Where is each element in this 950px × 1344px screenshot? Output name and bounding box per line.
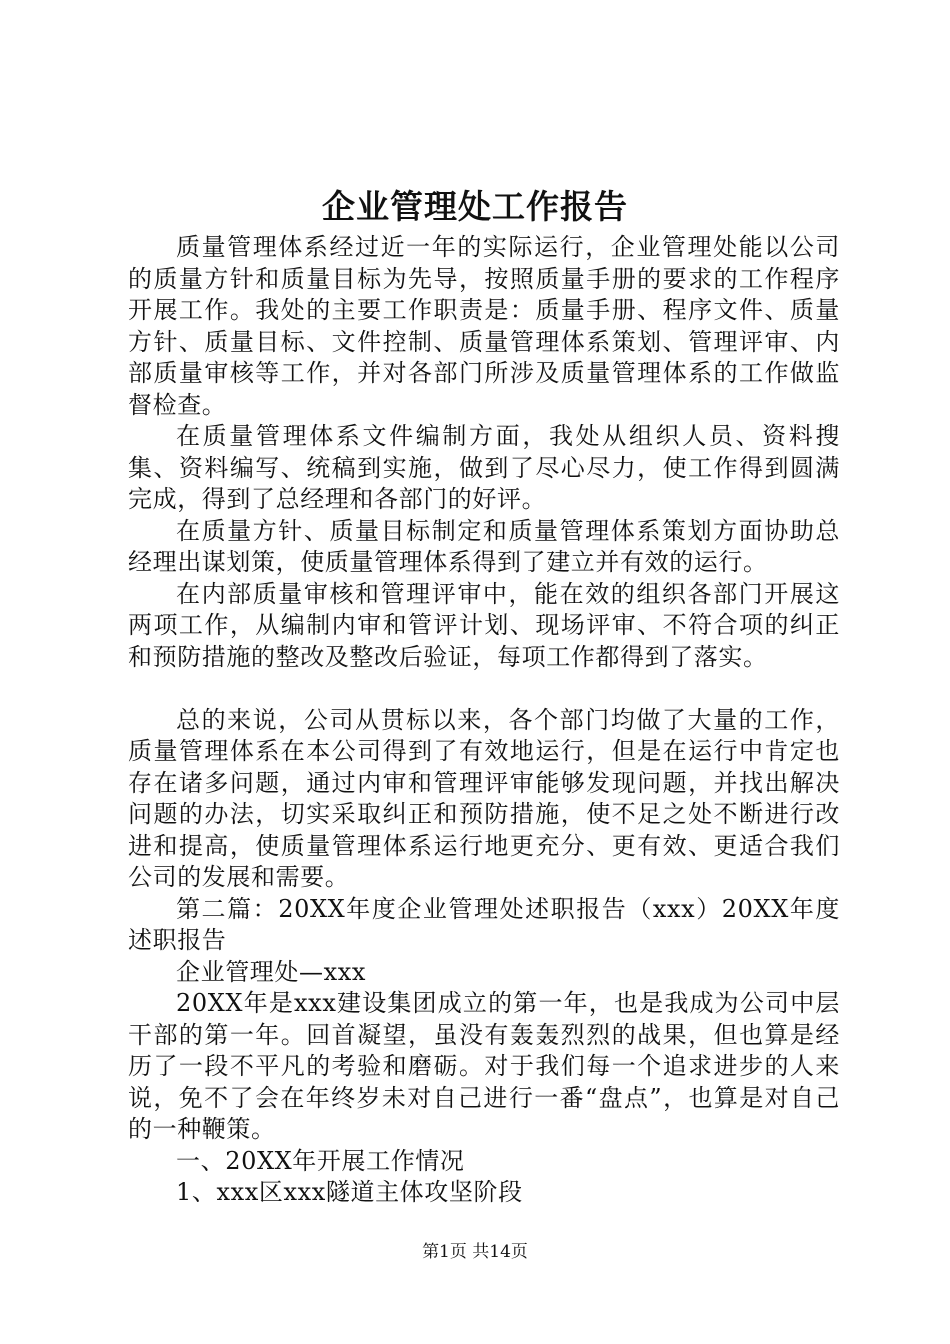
page-indicator: 第1页 共14页 — [422, 1242, 528, 1262]
paragraph-5: 总的来说，公司从贯标以来，各个部门均做了大量的工作，质量管理体系在本公司得到了有效地运行，但是在运行中肯定也存在诸多问题，通过内审和管理评审能够发现问题，并找出解决问题的办法，切实采取纠正和预防措施，使不足之处不断进行改进和提高，使质量管理体系运行地更充分、更有效、更适合我们公司的发展和需要。 — [128, 705, 840, 891]
paragraph-7: 企业管理处—xxx — [176, 957, 367, 986]
document-body — [128, 232, 840, 1209]
paragraph-9: 一、20XX年开展工作情况 — [176, 1146, 465, 1175]
paragraph-3: 在质量方针、质量目标制定和质量管理体系策划方面协助总经理出谋划策，使质量管理体系得到了建立并有效的运行。 — [128, 516, 840, 576]
paragraph-2: 在质量管理体系文件编制方面，我处从组织人员、资料搜集、资料编写、统稿到实施，做到了尽心尽力，使工作得到圆满完成，得到了总经理和各部门的好评。 — [128, 422, 840, 513]
paragraph-4: 在内部质量审核和管理评审中，能在效的组织各部门开展这两项工作，从编制内审和管评计划、现场评审、不符合项的纠正和预防措施的整改及整改后验证，每项工作都得到了落实。 — [128, 579, 840, 671]
paragraph-10: 1、xxx区xxx隧道主体攻坚阶段 — [176, 1178, 523, 1206]
paragraph-1: 质量管理体系经过近一年的实际运行，企业管理处能以公司的质量方针和质量目标为先导，按照质量手册的要求的工作程序开展工作。我处的主要工作职责是：质量手册、程序文件、质量方针、质量目标、文件控制、质量管理体系策划、管理评审、内部质量审核等工作，并对各部门所涉及质量管理体系的工作做监督检查。 — [128, 233, 840, 419]
paragraph-8: 20XX年是xxx建设集团成立的第一年，也是我成为公司中层干部的第一年。回首凝望，虽没有轰轰烈烈的战果，但也算是经历了一段不平凡的考验和磨砺。对于我们每一个追求进步的人来说，免不了会在年终岁未对自己进行一番“盘点”，也算是对自己的一种鞭策。 — [128, 989, 840, 1143]
paragraph-6: 第二篇：20XX年度企业管理处述职报告（xxx）20XX年度述职报告 — [128, 894, 840, 954]
document-title: 企业管理处工作报告 — [322, 187, 628, 226]
